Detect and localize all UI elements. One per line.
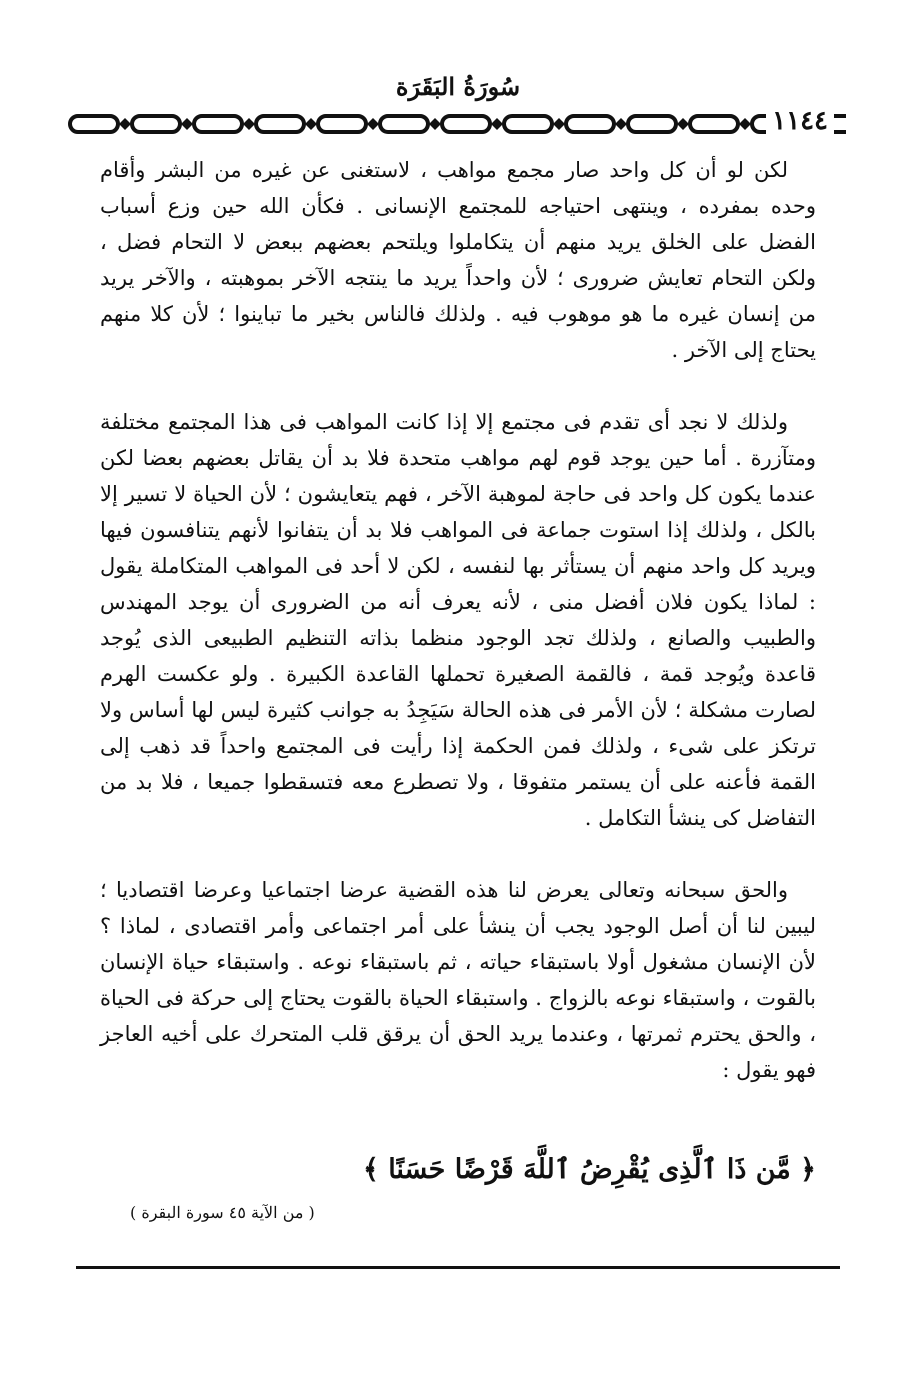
chain-link-icon [628, 116, 676, 132]
paragraph-1: لكن لو أن كل واحد صار مجمع مواهب ، لاستغنى عن غيره من البشر وأقام وحده بمفرده ، وينتهى احتياجه للمجتمع الإنسانى . فكأن الله حين وزع أسباب الفضل على الخلق يريد منهم أن يتكاملوا ويلتحم بعضهم ببعض لا التحام فضل ، ولكن التحام تعايش ضرورى ؛ لأن واحداً يريد ما ينتجه الآخر بموهبته ، والآخر يريد من إنسان غيره ما هو موهوب فيه . ولذلك فالناس بخير ما تباينوا ؛ لأن كلا منهم يحتاج إلى الآخر . [100, 158, 816, 362]
chain-ornament-icon [68, 106, 846, 142]
chain-link-icon [194, 116, 242, 132]
paragraph-2: ولذلك لا نجد أى تقدم فى مجتمع إلا إذا كانت المواهب فى هذا المجتمع مختلفة ومتآزرة . أما حين يوجد قوم لهم مواهب متحدة فلا بد أن يقاتل بعضهم بعضا لكن عندما يكون كل واحد فى حاجة لموهبة الآخر ، فهم يتعايشون ؛ لأن الحياة لا تسير إلا بالكل ، ولذلك إذا استوت جماعة فى المواهب فلا بد أن يتفانوا لأنهم يتنافسون فيها ويريد كل واحد منهم أن يستأثر بها لنفسه ، لكن لا أحد فى المواهب المتكاملة يقول : لماذا يكون فلان أفضل منى ، لأنه يعرف أنه من الضرورى أن يوجد المهندس والطبيب والصانع ، ولذلك تجد الوجود منظما بذاته التنظيم الطبيعى الذى يُوجد قاعدة ويُوجد قمة ، فالقمة الصغيرة تحملها القاعدة الكبيرة . ولو عكست الهرم لصارت مشكلة ؛ لأن الأمر فى هذه الحالة سَيَجِدُ به جوانب كثيرة ليس لها أساس ولا ترتكز على شىء ، ولذلك فمن الحكمة إذا رأيت فى المجتمع واحداً قد ذهب إلى القمة فأعنه على أن يستمر متفوقا ، ولا تصطرع معه فتسقطوا جميعا ، فلا بد من التفاضل كى ينشأ التكامل . [100, 410, 816, 830]
chain-link-icon [442, 116, 490, 132]
chain-link-icon [318, 116, 366, 132]
chain-diamond-icon [677, 118, 689, 130]
paragraph-3: والحق سبحانه وتعالى يعرض لنا هذه القضية عرضا اجتماعيا وعرضا اقتصاديا ؛ ليبين لنا أن أصل الوجود يجب أن ينشأ على أمر اجتماعى وأمر اقتصادى ، لماذا ؟ لأن الإنسان مشغول أولا باستبقاء حياته ، ثم باستبقاء نوعه . واستبقاء حياة الإنسان بالقوت ، واستبقاء نوعه بالزواج . واستبقاء الحياة بالقوت يحتاج إلى حركة فى الحياة ، والحق يحترم ثمرتها ، وعندما يريد الحق أن يرقق قلب المتحرك على أخيه العاجز فهو يقول : [100, 878, 816, 1082]
verse-reference: ( من الآية ٤٥ سورة البقرة ) [130, 1203, 315, 1222]
chain-diamond-icon [491, 118, 503, 130]
chain-diamond-icon [429, 118, 441, 130]
paragraph-gap [100, 368, 816, 404]
quran-verse [100, 1142, 816, 1198]
chain-link-icon [256, 116, 304, 132]
chain-diamond-icon [615, 118, 627, 130]
body-text [100, 152, 816, 1088]
page-number: ١١٤٤ [766, 103, 834, 139]
chain-link-icon [504, 116, 552, 132]
chain-link-icon [566, 116, 614, 132]
chain-link-icon [690, 116, 738, 132]
chain-diamond-icon [305, 118, 317, 130]
chain-diamond-icon [367, 118, 379, 130]
surah-title: سُورَةُ البَقَرَة [395, 72, 521, 101]
chain-link-icon [70, 116, 118, 132]
chain-link-icon [380, 116, 428, 132]
verse-close-bracket: ﴾ [362, 1154, 379, 1185]
chain-diamond-icon [119, 118, 131, 130]
paragraph-gap [100, 836, 816, 872]
chain-diamond-icon [181, 118, 193, 130]
footer-divider [76, 1266, 840, 1269]
chain-diamond-icon [739, 118, 751, 130]
chain-diamond-icon [553, 118, 565, 130]
verse-open-bracket: ﴿ [800, 1154, 816, 1185]
decorative-chain-border [68, 106, 846, 142]
chain-diamond-icon [243, 118, 255, 130]
verse-text: مَّن ذَا ٱلَّذِى يُقْرِضُ ٱللَّهَ قَرْضًا حَسَنًا [388, 1154, 791, 1185]
chain-link-icon [132, 116, 180, 132]
